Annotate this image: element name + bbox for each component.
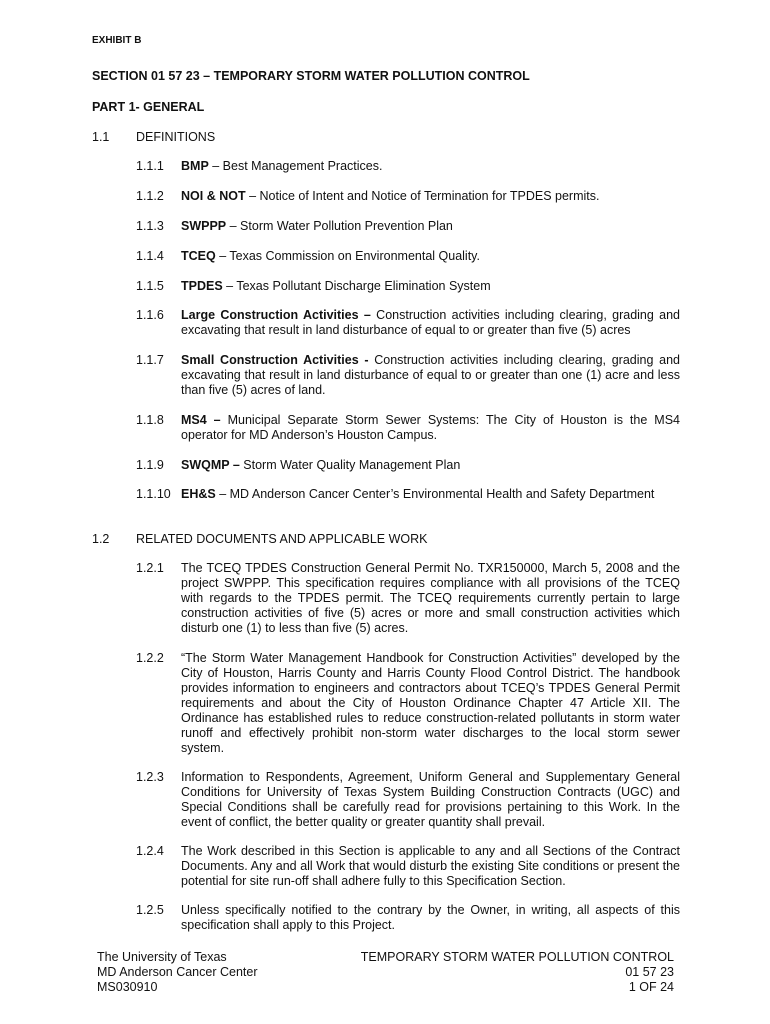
exhibit-label: EXHIBIT B (92, 35, 142, 46)
item-number: 1.2.1 (136, 561, 164, 575)
definition-term: EH&S (181, 487, 216, 501)
definition-term: SWQMP – (181, 458, 240, 472)
item-number: 1.2.3 (136, 770, 164, 784)
definition-item (136, 249, 680, 264)
item-number: 1.1.6 (136, 308, 164, 322)
footer-page-number: 1 OF 24 (628, 980, 674, 994)
definition-item (136, 353, 680, 398)
related-item (136, 903, 680, 933)
definition-text: Construction activities including clearing, grading and excavating that result in land disturbance of equal to or greater than one (1) acre and less than five (5) acres of land. (181, 353, 680, 397)
item-text: The Work described in this Section is applicable to any and all Sections of the Contract Documents. Any and all Work that would disturb the existing Site conditions or present the potential for site run-off shall adhere fully to this Specification Section. (181, 844, 680, 888)
footer-right (361, 950, 674, 995)
item-number: 1.1.7 (136, 353, 164, 367)
definition-text: – MD Anderson Cancer Center’s Environmental Health and Safety Department (215, 487, 655, 501)
item-text: The TCEQ TPDES Construction General Permit No. TXR150000, March 5, 2008 and the project SWPPP. This specification requires compliance with all provisions of the TCEQ with regards to the TPDES permit. The TCEQ requirements currently pertain to large construction activities of five (5) acres or more and small construction activities which disturb one (1) to less than five (5) acres. (181, 561, 680, 635)
item-text: “The Storm Water Management Handbook for Construction Activities” developed by the City of Houston, Harris County and Harris County Flood Control District. The handbook provides information to engineers and contractors about TCEQ’s TPDES General Permit requirements and about the City of Houston Ordinance Chapter 47 Article XII. The Ordinance has established rules to reduce construction-related pollutants in storm water runoff and effectively prohibit non-storm water discharges to the local storm sewer system. (181, 651, 680, 755)
definition-term: Small Construction Activities - (181, 353, 369, 367)
part-title: PART 1- GENERAL (92, 100, 205, 114)
definition-term: MS4 – (181, 413, 221, 427)
definition-term: BMP (181, 159, 209, 173)
definition-item (136, 219, 680, 234)
footer-doc-id: MS030910 (97, 980, 158, 994)
definition-text: – Best Management Practices. (208, 159, 383, 173)
item-number: 1.1.3 (136, 219, 164, 233)
definition-text: Storm Water Quality Management Plan (239, 458, 461, 472)
definition-item (136, 458, 680, 473)
related-item (136, 651, 680, 756)
footer-org-line1: The University of Texas (97, 950, 227, 964)
definition-text: Construction activities including clearing, grading and excavating that result in land disturbance of equal to or greater than five (5) acres (181, 308, 681, 337)
definition-text: Municipal Separate Storm Sewer Systems: The City of Houston is the MS4 operator for MD Anderson’s Houston Campus. (181, 413, 680, 442)
definition-term: Large Construction Activities – (181, 308, 371, 322)
item-number: 1.1.9 (136, 458, 164, 472)
item-number: 1.1.8 (136, 413, 164, 427)
item-number: 1.1.2 (136, 189, 164, 203)
definition-item (136, 279, 680, 294)
definition-text: – Storm Water Pollution Prevention Plan (226, 219, 453, 233)
item-number: 1.1.5 (136, 279, 164, 293)
item-number: 1.2.5 (136, 903, 164, 917)
item-number: 1.1.1 (136, 159, 164, 173)
definition-term: TCEQ (181, 249, 216, 263)
footer-org-line2: MD Anderson Cancer Center (97, 965, 258, 979)
section-title: SECTION 01 57 23 – TEMPORARY STORM WATER POLLUTION CONTROL (92, 69, 530, 83)
definition-text: – Texas Pollutant Discharge Elimination System (222, 279, 491, 293)
item-number: 1.1.4 (136, 249, 164, 263)
item-number: 1.1.10 (136, 487, 171, 501)
item-text: Information to Respondents, Agreement, Uniform General and Supplementary General Conditions for University of Texas System Building Construction Contracts (UGC) and Special Conditions shall be carefully read for provisions pertaining to this Work. In the event of conflict, the better quality or greater quantity shall prevail. (181, 770, 680, 829)
heading-text: RELATED DOCUMENTS AND APPLICABLE WORK (136, 532, 428, 546)
definition-term: SWPPP (181, 219, 227, 233)
definition-item (136, 487, 680, 502)
definition-item (136, 308, 680, 338)
definition-term: TPDES (181, 279, 223, 293)
heading-text: DEFINITIONS (136, 130, 216, 144)
heading-number: 1.2 (92, 532, 110, 546)
item-text: Unless specifically notified to the contrary by the Owner, in writing, all aspects of this specification shall apply to this Project. (181, 903, 680, 932)
related-item (136, 844, 680, 889)
heading-number: 1.1 (92, 130, 110, 144)
footer-section-number: 01 57 23 (625, 965, 674, 979)
related-item (136, 770, 680, 830)
definition-term: NOI & NOT (181, 189, 246, 203)
footer-left (97, 950, 258, 995)
related-item (136, 561, 680, 636)
definition-item (136, 189, 680, 204)
definition-text: – Notice of Intent and Notice of Termination for TPDES permits. (245, 189, 600, 203)
footer-section-name: TEMPORARY STORM WATER POLLUTION CONTROL (360, 950, 674, 964)
definition-item (136, 159, 680, 174)
item-number: 1.2.2 (136, 651, 164, 665)
item-number: 1.2.4 (136, 844, 164, 858)
definition-text: – Texas Commission on Environmental Quality. (215, 249, 480, 263)
definition-item (136, 413, 680, 443)
